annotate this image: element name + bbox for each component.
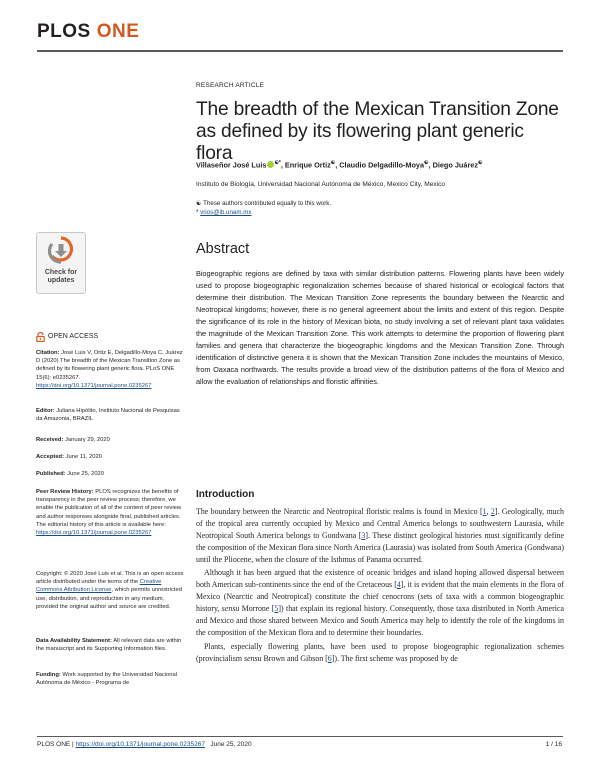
author-list xyxy=(196,160,564,169)
received-date: Received: January 29, 2020 xyxy=(36,437,110,443)
email-marker: * xyxy=(196,209,201,216)
author-marker: ☯ xyxy=(478,160,483,166)
header-divider xyxy=(37,50,563,52)
accepted-date: Accepted: June 11, 2020 xyxy=(36,454,102,460)
corresponding-email-link[interactable]: vrios@ib.unam.mx xyxy=(200,209,252,216)
footer-date: June 25, 2020 xyxy=(210,741,252,748)
abstract-heading: Abstract xyxy=(196,241,250,257)
copyright-block: Copyright: © 2020 José Luis et al. This is an open access article distributed under the terms of the Creative Commons Attribution License, which permits unrestricted use, distribution, and reproduction in any medium, provided the original author and source are credited. xyxy=(36,571,184,610)
introduction-heading: Introduction xyxy=(196,489,255,500)
journal-logo[interactable] xyxy=(37,21,139,43)
footer-journal: PLOS ONE xyxy=(37,741,71,748)
author-marker: ☯ xyxy=(330,160,336,166)
author-notes xyxy=(196,199,564,217)
author-marker: ☯ xyxy=(424,160,429,166)
logo-one: ONE xyxy=(96,21,140,42)
editor-block: Editor: Juliana Hipólito, Instituto Nacional de Pesquisas da Amazonia, BRAZIL xyxy=(36,408,180,423)
footer-doi-link[interactable]: https://doi.org/10.1371/journal.pone.0235267 xyxy=(75,741,205,748)
author-name[interactable]: Villaseñor José Luis xyxy=(196,160,267,170)
affiliation: Instituto de Biología, Universidad Nacional Autónoma de México, Mexico City, Mexico xyxy=(196,181,446,188)
abstract-text: Biogeographic regions are defined by taxa with similar distribution patterns. Flowering plants have been widely used to propose biogeographic regionalization schemes because of shared historical or ecological factors that determine their distribution. The Mexican Transition Zone represents the boundary between the Nearctic and Neotropical kingdoms; however, there is no general agreement about the limits and extent of this region. Despite the significance of its role in the history of Mexican biota, no study involving a set of relevant plant taxa validates the magnitude of the Mexican Transition Zone. This work attempts to determine the proportion of flowering plant families and genera that characterize the biogeographic kingdoms and the Mexican Transition Zone. Through identification of distinctive genera it is shown that the Mexican Transition Zone includes the mountains of Mexico, from Oaxaca northwards. The results provide a broad view of the distribution patterns of the flora of Mexico and allow the evaluation of relationships and floristic affinities. xyxy=(196,269,564,386)
citation-doi-link[interactable]: https://doi.org/10.1371/journal.pone.0235267 xyxy=(36,382,152,389)
peer-review-link[interactable]: https://doi.org/10.1371/journal.pone.0235267 xyxy=(36,530,152,537)
paragraph: Plants, especially flowering plants, have been used to propose biogeographic regionalization schemes (provincialism sensu Brown and Gibson [6]). The first scheme was proposed by de xyxy=(196,641,564,663)
introduction-body xyxy=(196,506,564,665)
citation-link[interactable]: 2 xyxy=(490,507,495,516)
author-name[interactable]: , Enrique Ortiz xyxy=(280,160,331,170)
citation-block: Citation: José Luis V, Ortiz E, Delgadillo-Moya C, Juárez D (2020) The breadth of the Mexican Transition Zone as defined by its flowering plant generic flora. PLoS ONE 15(6): e0235267. https://doi.org/10.1371/journal.pone.0235267 xyxy=(36,350,183,389)
peer-review-block: Peer Review History: PLOS recognizes the benefits of transparency in the peer review process; therefore, we enable the publication of all of the content of peer review and author responses alongside final, published articles. The editorial history of this article is available here: https://doi.org/10.1371/journal.pone.0235267 xyxy=(36,489,182,537)
check-updates-icon xyxy=(48,236,74,264)
data-availability-block: Data Availability Statement: All relevant data are within the manuscript and its Supporting Information files. xyxy=(36,638,182,653)
page-number: 1 / 16 xyxy=(545,741,562,748)
paragraph: The boundary between the Nearctic and Neotropical floristic realms is found in Mexico [1, 2]. Geologically, much of the tropical area currently occupied by Mexico and Central America belongs to southwestern Laurasia, while Neotropical South America belongs to Gondwana [3]. These distinct geological histories must significantly define the composition of the Mexican flora since North America (Laurasia) was isolated from South America (Gondwana) until the Pliocene, when the closure of the Isthmus of Panama occurred. xyxy=(196,507,564,565)
corresponding-email-line xyxy=(196,208,564,217)
citation-link[interactable]: 6 xyxy=(327,653,332,663)
citation-link[interactable]: 5 xyxy=(274,604,279,614)
citation-link[interactable]: 1 xyxy=(482,507,487,516)
funding-block: Funding: Work supported by the Universidad Nacional Autónoma de México - Programa de xyxy=(36,672,178,687)
open-access-label: OPEN ACCESS xyxy=(36,332,184,342)
article-title: The breadth of the Mexican Transition Zone as defined by its flowering plant generic flora xyxy=(196,99,559,164)
author-name[interactable]: , Diego Juárez xyxy=(428,160,478,170)
contribution-note: ☯ These authors contributed equally to this work. xyxy=(196,200,332,207)
logo-plos: PLOS xyxy=(37,21,91,42)
published-date: Published: June 25, 2020 xyxy=(36,471,104,477)
citation-link[interactable]: 4 xyxy=(396,580,401,590)
paragraph: Although it has been argued that the existence of oceanic bridges and island hoping allowed dispersal between both American sub-continents since the end of the Cretaceous [4], it is evident that the main elements in the flora of Mexico (Nearctic and Neotropical) constitute the chief cenocrons (sets of taxa with a common biogeographic history, sensu Morrone [5]) that explain its regional history. Consequently, those taxa distributed in North America and Mexico and those shared between Mexico and South America may help to identify the role of the kingdoms in the composition of the Mexican flora and to determine their boundaries. xyxy=(196,568,564,638)
author-name[interactable]: , Claudio Delgadillo-Moya xyxy=(335,160,425,170)
badge-label: Check for updates xyxy=(44,269,78,284)
author-marker: ☯* xyxy=(274,160,281,166)
footer-divider xyxy=(37,736,563,737)
page-footer: PLOS ONE | https://doi.org/10.1371/journal.pone.0235267 June 25, 2020 xyxy=(37,741,252,748)
check-for-updates-badge[interactable] xyxy=(36,232,86,294)
license-link[interactable]: Creative Commons Attribution License xyxy=(36,579,162,594)
citation-link[interactable]: 3 xyxy=(361,531,366,541)
article-type: RESEARCH ARTICLE xyxy=(196,82,265,89)
open-lock-icon xyxy=(36,332,45,342)
